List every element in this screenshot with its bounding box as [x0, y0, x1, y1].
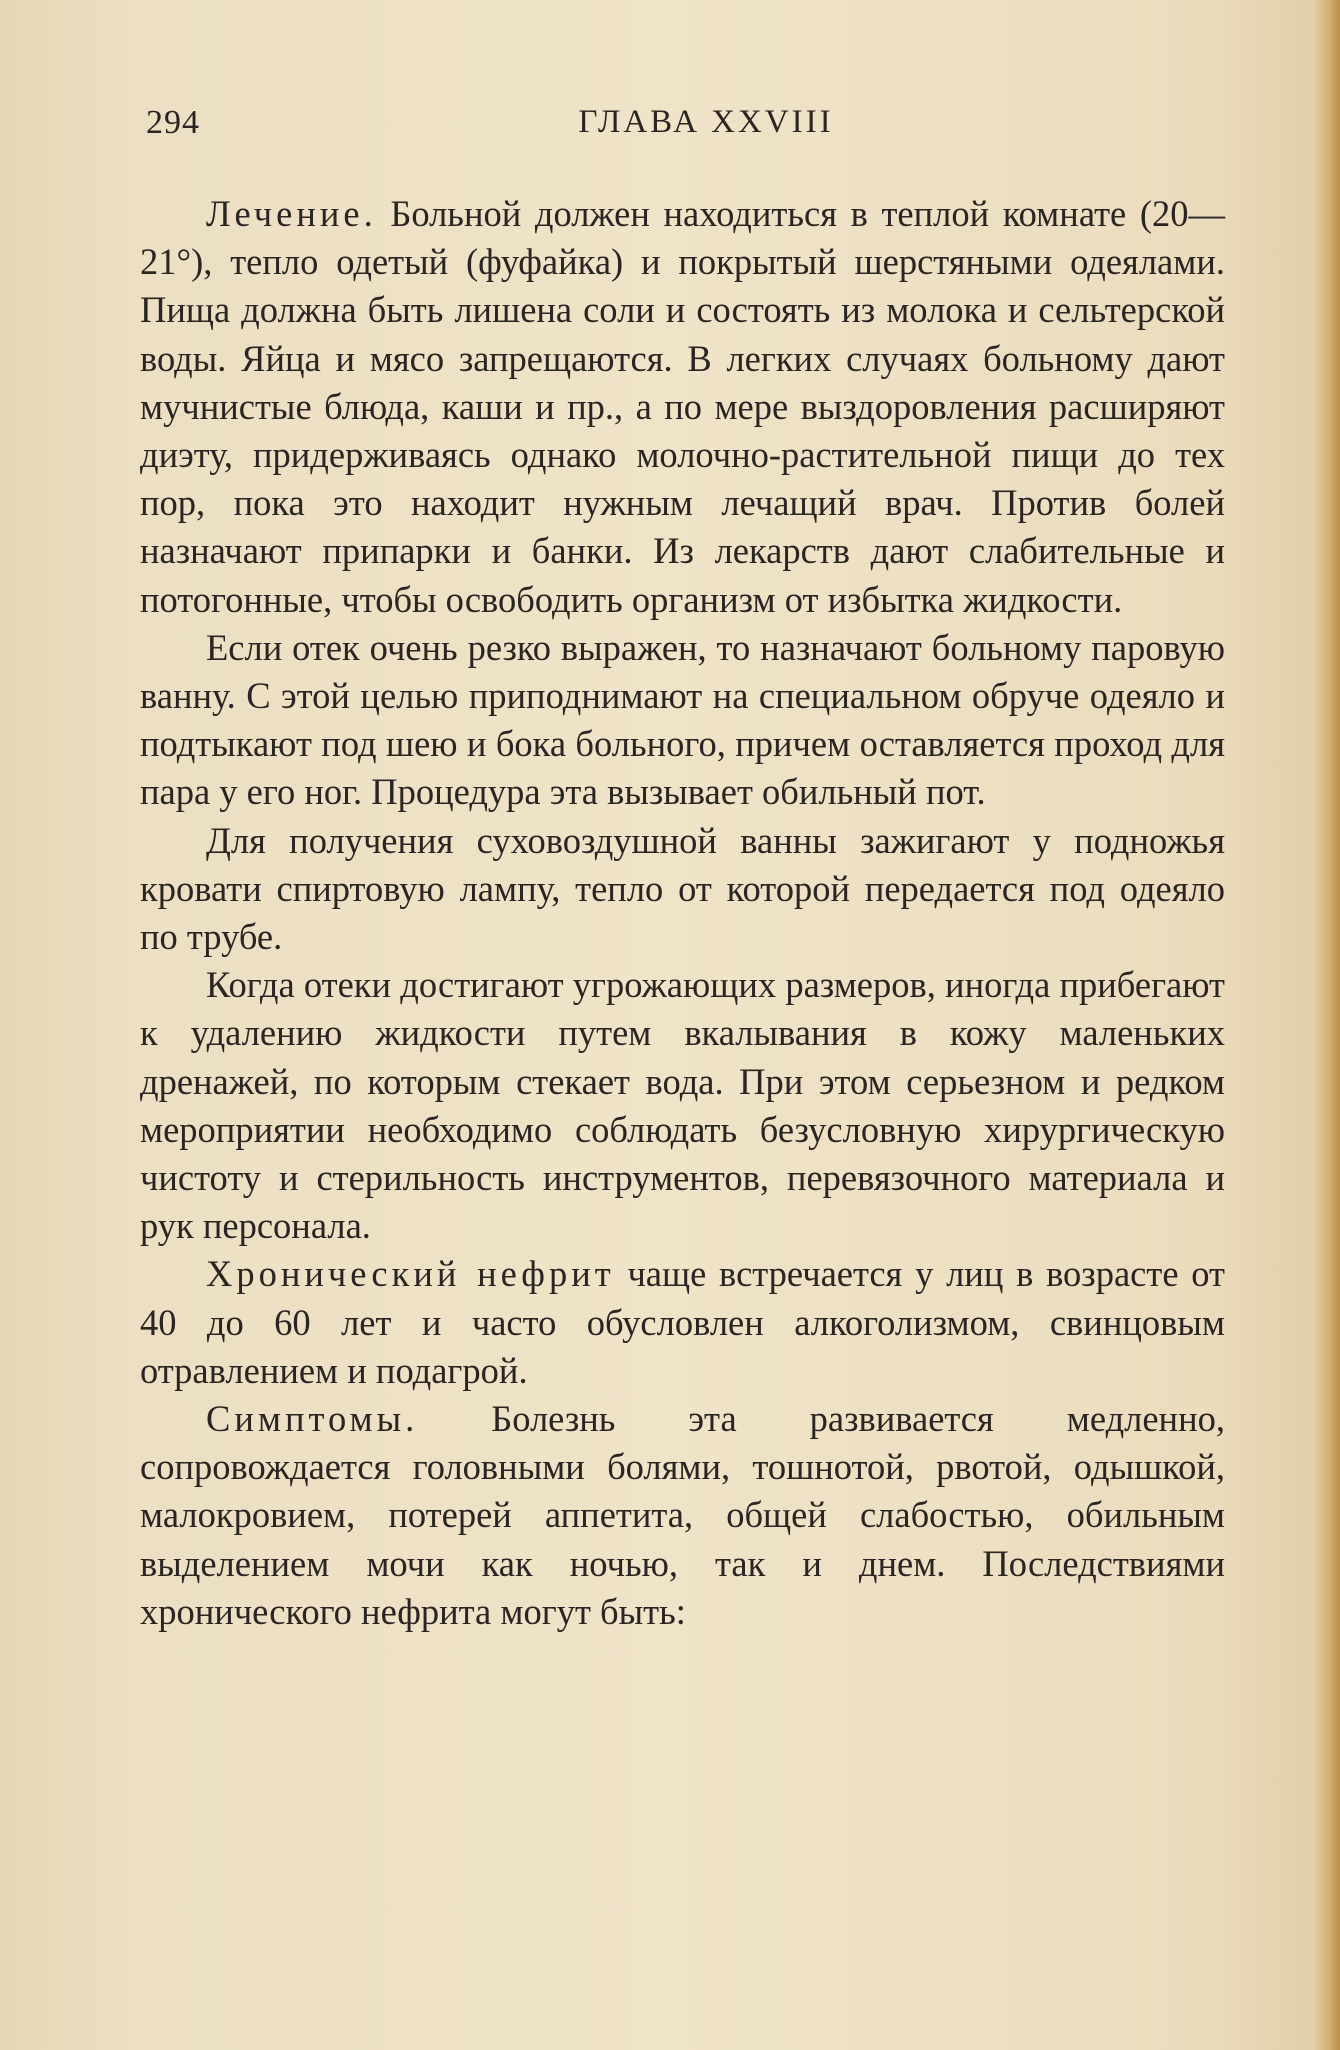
paragraph-lead: Лечение. [206, 193, 377, 234]
paragraph-drainage [140, 961, 1225, 1250]
paragraph-steam-bath [140, 624, 1225, 817]
page-header [146, 104, 1226, 154]
paragraph-dry-air-bath [140, 817, 1225, 962]
paragraph-chronic-nephritis [140, 1250, 1225, 1395]
paragraph-treatment [140, 190, 1225, 624]
paragraph-text: Болезнь эта развивается медленно, сопровождается головными болями, тошнотой, рвотой, одышкой, малокровием, потерей аппетита, общей слабостью, обильным выделением мочи как ночью, так и днем. Последствиями хронического нефрита могут быть: [140, 1398, 1225, 1632]
paragraph-symptoms [140, 1395, 1225, 1636]
paragraph-lead: Симптомы. [206, 1398, 419, 1440]
paragraph-text: Для получения суховоздушной ванны зажигают у подножья кровати спиртовую лампу, тепло от которой передается под одеяло по трубе. [140, 819, 1225, 958]
paragraph-lead: Хронический нефрит [206, 1253, 615, 1295]
paragraph-text: Больной должен находиться в теплой комнате (20—21°), тепло одетый (фуфайка) и покрытый шерстяными одеялами. Пища должна быть лишена соли и состоять из молока и сельтерской воды. Яйца и мясо запрещаются. В легких случаях больному дают мучнистые блюда, каши и пр., а по мере выздоровления расширяют диэту, придерживаясь однако молочно-растительной пищи до тех пор, пока это находит нужным лечащий врач. Против болей назначают припарки и банки. Из лекарств дают слабительные и потогонные, чтобы освободить организм от избытка жидкости. [140, 193, 1225, 620]
body-text [140, 190, 1225, 1636]
chapter-heading: ГЛАВА XXVIII [578, 104, 834, 140]
page-edge-shadow [1314, 0, 1340, 2050]
page-number: 294 [146, 104, 200, 141]
paragraph-text: Если отек очень резко выражен, то назначают больному паровую ванну. С этой целью приподнимают на специальном обруче одеяло и подтыкают под шею и бока больного, причем оставляется проход для пара у его ног. Процедура эта вызывает обильный пот. [140, 626, 1225, 813]
paragraph-text: Когда отеки достигают угрожающих размеров, иногда прибегают к удалению жидкости путем вкалывания в кожу маленьких дренажей, по которым стекает вода. При этом серьезном и редком мероприятии необходимо соблюдать безусловную хирургическую чистоту и стерильность инструментов, перевязочного материала и рук персонала. [140, 964, 1225, 1247]
paragraph-text: чаще встречается у лиц в возрасте от 40 до 60 лет и часто обусловлен алкоголизмом, свинцовым отравлением и подагрой. [140, 1253, 1225, 1391]
